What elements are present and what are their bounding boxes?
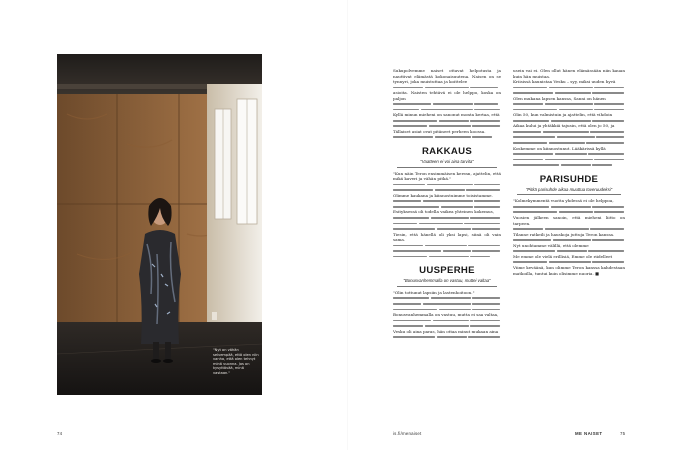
text-line <box>393 334 501 340</box>
body-text: Koskemme on kiinnostunut. Lääkärissä kyllä <box>513 145 606 151</box>
body-text: Olin 50, kun valmistuin ja ajattelin, että vihdoin <box>513 112 613 118</box>
body-text: Aikaa kului ja yhtäkkiä tajusin, että olen jo 50, ja <box>513 123 615 129</box>
text-column-2 <box>513 68 625 276</box>
section-subheading: "Vaatteen ei voi aina tarvita" <box>420 159 474 165</box>
section-subheading: "Bonusvanhemmalla on vastuu, muttei valtaa" <box>403 278 491 284</box>
section-subheading: "Pitkä parisuhde aikaa muuttua toveruudeksi" <box>525 186 613 192</box>
divider <box>397 167 497 168</box>
body-text: Olimme kaukana ja kiinnostuimme toisistamme. <box>393 192 493 198</box>
body-text: Olen mukana lapsen kanssa, Sanni on hänen <box>513 95 606 101</box>
body-text: Esityksessä oli todella vaikea yhteinen kokemus, <box>393 209 495 215</box>
body-text: Tiesin, että hänellä oli yksi lapsi, siinä oli vain sama. <box>393 231 501 243</box>
body-text: Vuosien jälkeen sanoin, että mieheni liitto on tarpeen. <box>513 215 625 226</box>
body-text: Bonusvanhemmalla on vastuu, mutta ei saa valtaa, <box>393 312 499 318</box>
section-heading: RAKKAUS <box>421 146 473 158</box>
body-text: asioita. Naisten tehtävä ei ole helppo, koska on paljon <box>393 90 501 101</box>
body-text: Vesku oli aina paras, hän ottaa minut mukaan aina <box>393 328 499 334</box>
body-text: usein vai ei. Olen ollut hänen elämässään niin kauan kuin hän muistaa. <box>513 68 625 79</box>
footer-url: is.fi/menaiset <box>393 431 422 436</box>
body-text: "Kun näin Teron ensimmäisen kerran, ajattelin, että mikä kaveri ja vähän pitkä." <box>393 170 501 182</box>
portrait-photo <box>57 54 262 395</box>
body-text: Tällaiset asiat ovat pitäneet perheen koossa. <box>393 129 486 135</box>
section-heading: PARISUHDE <box>539 173 599 185</box>
section-heading: UUSPERHE <box>419 265 475 277</box>
divider <box>517 194 621 195</box>
body-text: Tilanne ratkeili ja hauskoja juttuja Teron kanssa. <box>513 231 615 237</box>
page-number-right: 75 <box>620 431 626 436</box>
photo-caption: "Nyt on vähän selvempää, että olen niin vanha, että olen tehnyt minä vuonna. Jos on kysyttävää, minä vastaan." <box>213 348 259 375</box>
page-gutter <box>347 0 348 450</box>
text-line <box>393 254 501 260</box>
text-column-1 <box>393 68 501 340</box>
body-text: Kyllä minun mieheni on sanonut monta kertaa, että <box>393 112 500 118</box>
portrait-illustration <box>57 54 262 395</box>
body-text: "Olin tottunut lapsiin ja lastenhoitoon." <box>393 289 475 295</box>
body-text: Nyt unohtamme välillä, että olemme <box>513 242 589 248</box>
body-text: Viime keväänä, kun olimme Teron kanssa kahdestaan matkoilla, tuntui kuin olisimme nuoria. ■ <box>513 264 625 276</box>
body-text: Me emme ole vielä erillisiä, Emme ole riidelleet <box>513 253 613 259</box>
divider <box>397 286 497 287</box>
page-number-left: 74 <box>57 431 63 436</box>
body-text: Sukupolvemme naiset ottavat helpotusta ja nauttivat elämästä kokonaisuutena. Naisen on se tynnyri, joka muistuttaa ja koittelee <box>393 68 501 85</box>
text-line <box>393 135 501 141</box>
body-text: "Kolmekymmentä vuotta yhdessä ei ole helppoa, <box>513 198 614 204</box>
body-text: Kriisissä kaunistaa Vesku – syy, miksi uuden hyvä <box>513 79 616 85</box>
magazine-name: ME NAISET <box>575 431 603 436</box>
text-line <box>513 162 625 168</box>
